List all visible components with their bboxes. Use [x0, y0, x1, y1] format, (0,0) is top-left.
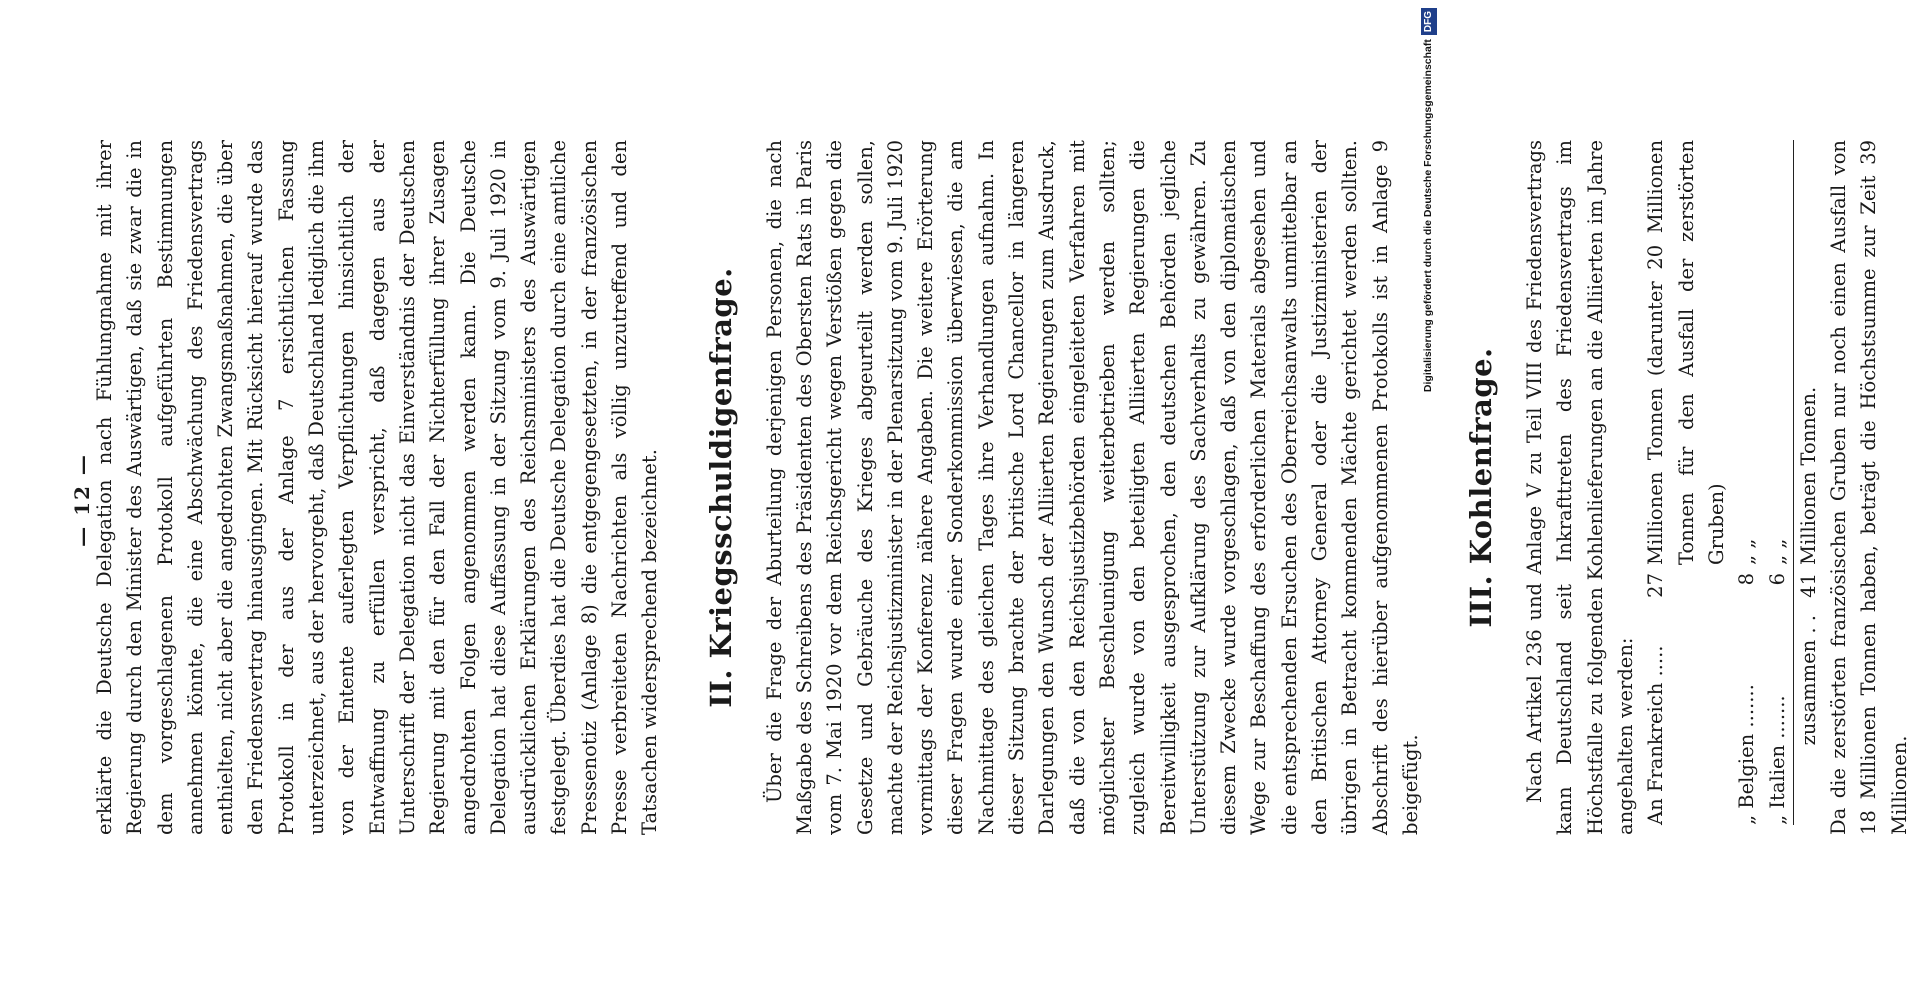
row-label: „ Italien .......: [1765, 695, 1789, 825]
dfg-logo: DFG: [1421, 8, 1437, 35]
table-row: [1641, 140, 1732, 825]
row-unit: „ „: [1735, 538, 1759, 565]
section-coal-paragraph: Nach Artikel 236 und Anlage V zu Teil VIII des Friedensvertrags kann Deutschland seit Inkrafttreten des Friedensvertrags im Höchstfalle zu folgenden Kohlenlieferungen an die Alliierten im Jahre angehalten werden:: [1523, 140, 1638, 835]
row-unit: Millionen Tonnen (darunter 20 Millionen Tonnen für den Ausfall der zerstörten Gruben): [1644, 140, 1728, 565]
page-number: — 12 —: [70, 453, 94, 547]
table-row: [1732, 140, 1762, 825]
total-value: 41: [1793, 565, 1824, 609]
coal-closing-paragraph: Da die zerstörten französischen Gruben nur noch einen Ausfall von 18 Millionen Tonnen haben, beträgt die Höchstsumme zur Zeit 39 Millionen.: [1827, 140, 1911, 835]
total-unit: Millionen Tonnen.: [1793, 140, 1824, 565]
total-label: zusammen . .: [1793, 609, 1824, 825]
row-label: An Frankreich .....: [1644, 645, 1668, 825]
table-total-row: [1793, 140, 1824, 825]
row-label: „ Belgien .......: [1735, 684, 1759, 825]
section-heading-coal: III. Kohlenfrage.: [1464, 347, 1499, 628]
row-value: 8: [1735, 573, 1759, 586]
row-value: 27: [1644, 573, 1668, 598]
section-war-criminals-paragraph: Über die Frage der Aburteilung derjenigen Personen, die nach Maßgabe des Schreibens des Präsidenten des Obersten Rats in Paris vom 7. Mai 1920 vor dem Reichsgericht wegen Verstößen gegen die Gesetze und Gebräuche des Krieges abgeurteilt werden sollen, machte der Reichsjustizminister in der Plenarsitzung vom 9. Juli 1920 vormittags der Konferenz nähere Angaben. Die weitere Erörterung dieser Fragen wurde einer Sonderkommission überwiesen, die am Nachmittage des gleichen Tages ihre Verhandlungen aufnahm. In dieser Sitzung brachte der britische Lord Chancellor in längeren Darlegungen den Wunsch der Alliierten Regierungen zum Ausdruck, daß die von den Reichsjustizbehörden eingeleiteten Verfahren mit möglichster Beschleunigung weiterbetrieben werden sollten; zugleich wurde von den beteiligten Alliierten Regierungen die Bereitwilligkeit ausgesprochen, den deutschen Behörden jegliche Unterstützung zur Aufklärung des Sachverhalts zu gewähren. Zu diesem Zwecke wurde vorgeschlagen, daß von den diplomatischen Wege zur Beschaffung des erforderlichen Materials abgesehen und die entsprechenden Ersuchen des Oberreichsanwalts unmittelbar an den Britischen Attorney General oder die Justizministerien der übrigen in Betracht kommenden Mächte gerichtet werden sollten. Abschrift des hierüber aufgenommenen Protokolls ist in Anlage 9 beigefügt.: [762, 140, 1422, 835]
section-heading-war-criminals: II. Kriegsschuldigenfrage.: [703, 267, 738, 708]
row-unit: „ „: [1765, 538, 1789, 565]
coal-deliveries-table: [1641, 140, 1824, 825]
table-row: [1763, 140, 1794, 825]
funding-note: [1420, 8, 1436, 993]
row-value: 6: [1765, 573, 1789, 586]
page-body: [90, 140, 1915, 835]
funding-caption: Digitalisierung gefördert durch die Deutsche Forschungsgemeinschaft: [1422, 39, 1434, 393]
intro-paragraph: erklärte die Deutsche Delegation nach Fühlungnahme mit ihrer Regierung durch den Minister des Auswärtigen, daß sie zwar die in dem vorgeschlagenen Protokoll aufgeführten Bestimmungen annehmen könnte, die eine Abschwächung des Friedensvertrags enthielten, nicht aber die angedrohten Zwangsmaßnahmen, die über den Friedensvertrag hinausgingen. Mit Rücksicht hierauf wurde das Protokoll in der aus der Anlage 7 ersichtlichen Fassung unterzeichnet, aus der hervorgeht, daß Deutschland lediglich die ihm von der Entente auferlegten Verpflichtungen hinsichtlich der Entwaffnung zu erfüllen verspricht, daß dagegen aus der Unterschrift der Delegation nicht das Einverständnis der Deutschen Regierung mit den für den Fall der Nichterfüllung ihrer Zusagen angedrohten Folgen angenommen werden kann. Die Deutsche Delegation hat diese Auffassung in der Sitzung vom 9. Juli 1920 in ausdrücklichen Erklärungen des Reichsministers des Auswärtigen festgelegt. Überdies hat die Deutsche Delegation durch eine amtliche Pressenotiz (Anlage 8) die entgegengesetzten, in der französischen Presse verbreiteten Nachrichten als völlig unzutreffend und den Tatsachen widersprechend bezeichnet.: [93, 140, 662, 835]
